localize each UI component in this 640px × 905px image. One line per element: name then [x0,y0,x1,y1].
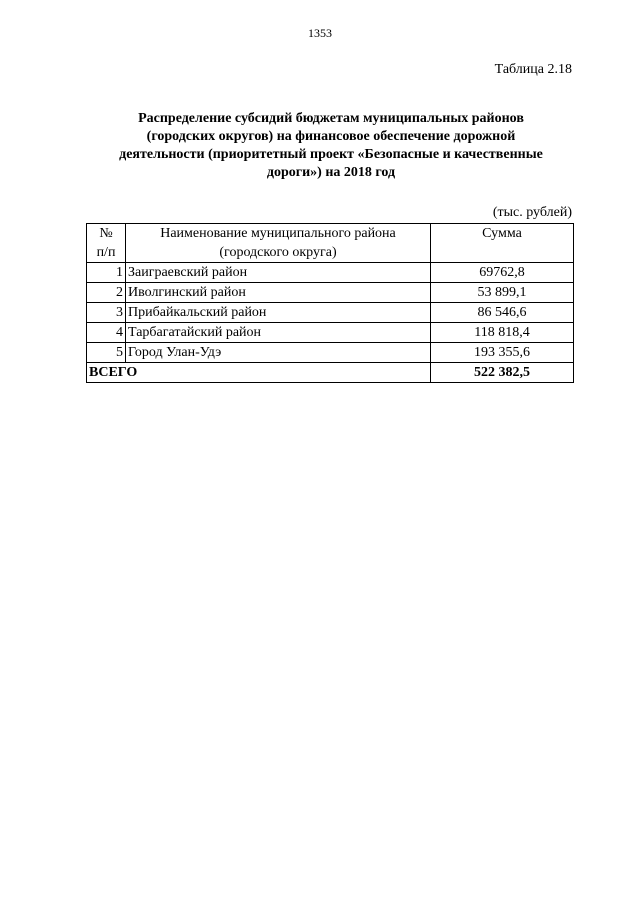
row-name: Прибайкальский район [126,303,431,323]
table-header-row [87,224,574,263]
header-number-line2: п/п [96,245,116,260]
header-sum: Сумма [431,224,574,263]
header-name-line2: (городского округа) [219,245,337,260]
table-row [87,323,574,343]
total-label: ВСЕГО [87,363,431,383]
table-row [87,343,574,363]
header-name [126,224,431,263]
row-number: 5 [87,343,126,363]
row-name: Иволгинский район [126,283,431,303]
title-line: деятельности (приоритетный проект «Безопасные и качественные [119,147,543,162]
row-sum: 69762,8 [431,263,574,283]
table-label: Таблица 2.18 [494,62,572,77]
row-number: 2 [87,283,126,303]
table-row [87,283,574,303]
table-row [87,303,574,323]
title-line: Распределение субсидий бюджетам муниципальных районов [138,111,524,126]
title-line: (городских округов) на финансовое обеспечение дорожной [146,129,516,144]
row-number: 3 [87,303,126,323]
row-sum: 53 899,1 [431,283,574,303]
header-number [87,224,126,263]
total-sum: 522 382,5 [431,363,574,383]
title-line: дороги») на 2018 год [266,165,396,180]
units-label: (тыс. рублей) [492,205,572,220]
header-name-line1: Наименование муниципального района [160,226,396,241]
header-number-line1: № [99,226,113,241]
row-number: 4 [87,323,126,343]
subsidy-table [86,223,574,383]
row-number: 1 [87,263,126,283]
row-sum: 86 546,6 [431,303,574,323]
page-number: 1353 [308,26,332,40]
table-total-row [87,363,574,383]
row-sum: 118 818,4 [431,323,574,343]
row-name: Заиграевский район [126,263,431,283]
document-title [86,110,576,182]
row-sum: 193 355,6 [431,343,574,363]
row-name: Тарбагатайский район [126,323,431,343]
table-row [87,263,574,283]
row-name: Город Улан-Удэ [126,343,431,363]
